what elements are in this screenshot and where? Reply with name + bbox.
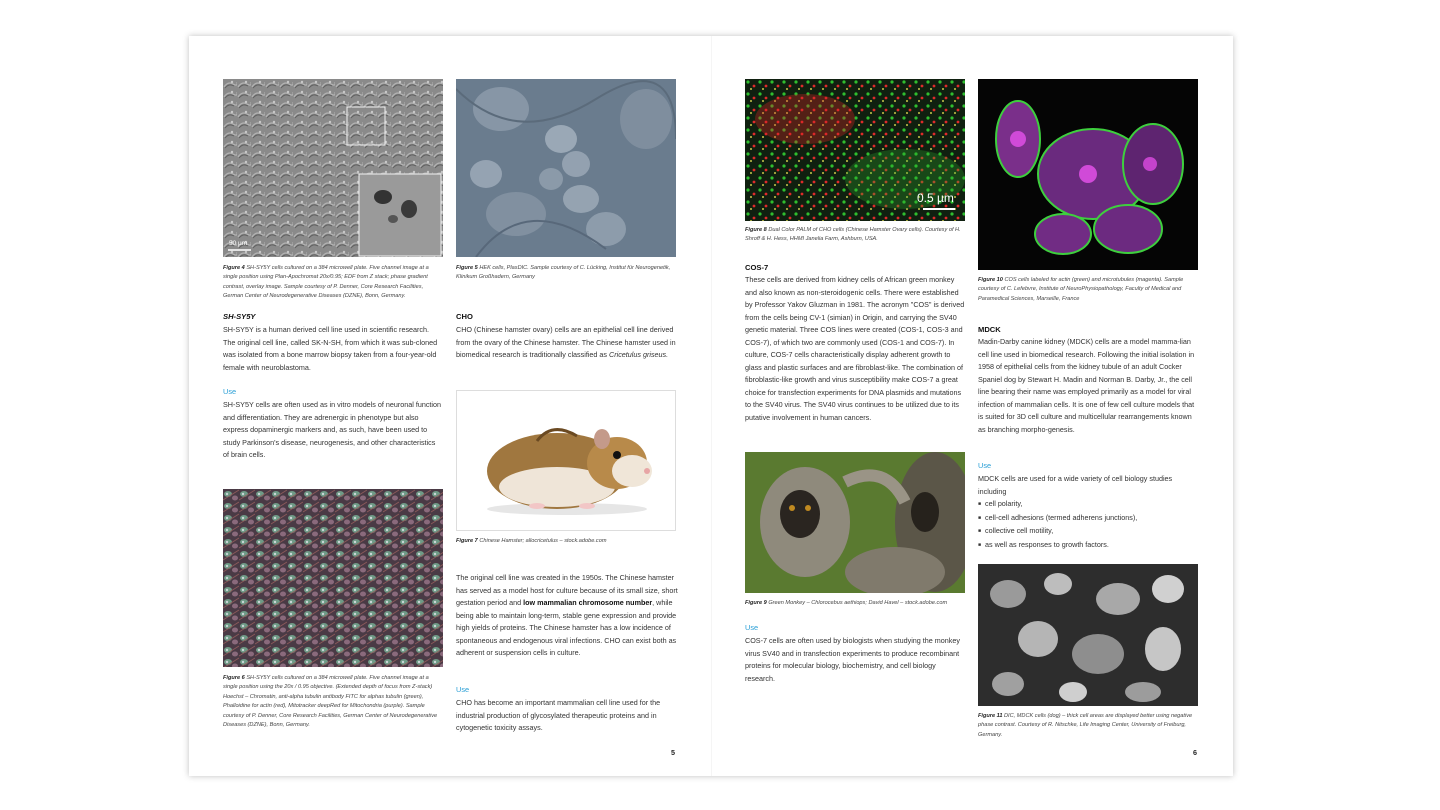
figure-5-caption — [456, 264, 674, 283]
figure-10-caption — [978, 276, 1200, 304]
cho-body-text: CHO (Chinese hamster ovary) cells are an epithelial cell line derived from the ovary of the Chinese hamster. The Chinese hamster used in biomedical research is traditionally classified as — [456, 325, 676, 359]
page-number-left: 5 — [671, 748, 675, 757]
cos-cells-actin-microtubules-image — [978, 79, 1198, 270]
page-fold — [711, 36, 712, 776]
figure-7-label: Figure 7 — [456, 538, 478, 544]
list-item: ■ cell polarity, — [978, 498, 1200, 512]
figure-9-label: Figure 9 — [745, 600, 767, 606]
cho-heading: CHO — [456, 312, 473, 321]
mdck-use-intro: MDCK cells are used for a wide variety of cell biology studies including — [978, 474, 1173, 496]
figure-6-image — [223, 489, 443, 667]
figure-11-label: Figure 11 — [978, 713, 1003, 719]
figure-9-text: Green Monkey – Chlorocebus aethiops; David Havel – stock.adobe.com — [768, 600, 948, 606]
figure-9-caption — [745, 599, 965, 608]
cho-body-2 — [456, 572, 678, 660]
cos7-use-label: Use — [745, 623, 759, 632]
figure-10-label: Figure 10 — [978, 277, 1003, 283]
cho-body — [456, 324, 676, 362]
cho-species: Cricetulus griseus. — [609, 350, 669, 359]
cos7-body: These cells are derived from kidney cells of African green monkey and also known as non-steroidogenic cells. There were established by Professor Yakov Gluzman in 1981. The acronym "COS" is derived from the cells being CV-1 (simian) in Origin, and carrying the SV40 genetic material. Three COS lines were created (COS-1, COS-3 and COS-7), of which two are commonly used (COS-1 and COS-7). In culture, COS-7 cells characteristically display adherent growth to glass and plastic surfaces and are fibroblast-like. The combination of fibroblastic-like growth and virus susceptibility make COS-7 a great choice for transfection experiments for DNA plasmids and mutations to the SV40 virus. The SV40 virus continues to be utilized due to its putative involvement in human cancers. — [745, 275, 965, 422]
figure-4-image — [223, 79, 443, 257]
figure-10-image — [978, 79, 1198, 270]
sh-sy5y-phase-gradient-micrograph — [223, 79, 443, 257]
cos7-heading: COS-7 — [745, 263, 769, 272]
list-item: ■ as well as responses to growth factors. — [978, 539, 1200, 553]
figure-8-caption — [745, 226, 965, 245]
shsy5y-use-label: Use — [223, 387, 237, 396]
figure-11-image — [978, 564, 1198, 706]
figure-7-caption — [456, 537, 674, 546]
cos7-use-body: COS-7 cells are often used by biologists when studying the monkey virus SV40 and in transfection experiments to produce recombinant proteins for molecular biology, biochemistry, and cell biology research. — [745, 636, 960, 683]
sh-sy5y-fluorescence-micrograph — [223, 489, 443, 667]
mdck-body: Madin-Darby canine kidney (MDCK) cells are a model mamma-lian cell line used in biomedical research. Following the initial isolation in 1958 of epithelial cells from the kidney tubule of an adult Cocker Spaniel dog by Stewart H. Madin and Norman B. Darby, Jr., the cell line bearing their name was employed primarily as a model for viral infection of mammalian cells. It is one of few cell culture models that is suited for 3D cell culture and multicellular rearrangements known as branching morpho-genesis. — [978, 337, 1195, 434]
green-monkey-photo — [745, 452, 965, 593]
figure-8-scalebar-label: 0.5 µm — [917, 191, 954, 205]
figure-9-image — [745, 452, 965, 593]
figure-5-image — [456, 79, 676, 257]
cho-body-2-post: , while being able to maintain long-term, stable gene expression and provide high yields of proteins. The Chinese hamster has a low incidence of spontaneous and endogenous viral infections. CHO can exist both as adherent or suspension cells in culture. — [456, 598, 677, 657]
figure-4-text: SH-SY5Y cells cultured on a 384 microwell plate. Five channel image at a single position using Plan-Apochromat 20x/0.95; EDF from Z stack; phase gradient contrast, overlay image. Sample courtesy of P. Denner, Core Research Facilities, German Center of Neurodegenerative Diseases (DZNE), Bonn, Germany. — [223, 265, 429, 300]
figure-7-text: Chinese Hamster; allocricetulus – stock.adobe.com — [479, 538, 607, 544]
hek-cells-plasdic-micrograph — [456, 79, 676, 257]
mdck-heading: MDCK — [978, 325, 1001, 334]
figure-5-label: Figure 5 — [456, 265, 478, 271]
mdck-use-label: Use — [978, 461, 992, 470]
figure-8-image — [745, 79, 965, 221]
brochure-spread — [189, 36, 1233, 776]
figure-8-text: Dual Color PALM of CHO cells (Chinese Hamster Ovary cells). Courtesy of H. Shroff & H. Hess, HHMI Janelia Farm, Ashburn, USA. — [745, 227, 961, 243]
figure-10-text: COS cells labeled for actin (green) and microtubules (magenta). Sample courtesy of C. Lefebvre, Institute of NeuroPhysiopathology, Faculty of Medical and Paramedical Sciences, Marseille, France — [978, 277, 1184, 302]
shsy5y-body: SH-SY5Y is a human derived cell line used in scientific research. The original cell line, called SK-N-SH, from which it was sub-cloned was isolated from a bone marrow biopsy taken from a four-year-old female with neuroblastoma. — [223, 325, 438, 372]
cho-body-2-pre: The original cell line was created in the 1950s. The Chinese hamster has served as a model host for culture because of its small size, short gestation period and — [456, 573, 678, 607]
mdck-dic-micrograph — [978, 564, 1198, 706]
figure-6-caption — [223, 674, 443, 730]
figure-8-label: Figure 8 — [745, 227, 767, 233]
figure-7-image — [456, 390, 676, 531]
figure-6-text: SH-SY5Y cells cultured on a 384 microwell plate. Five channel image at a single position using the 20x / 0.95 objective. (Extended depth of focus from Z-stack) Hoechst – Chromatin, anti-alpha tubulin antibody FITC for alphas tubulin (green), Phalloidine for actin (red), Mitotracker deepRed for Mitochondria (purple). Sample courtesy of P. Denner, Core Research Facilities, German Center of Neurodegenerative Diseases (DZNE), Bonn, Germany. — [223, 675, 438, 729]
cho-chromosome-emphasis: low mammalian chromosome number — [523, 598, 653, 607]
shsy5y-heading: SH-SY5Y — [223, 312, 256, 321]
mdck-use-list — [978, 498, 1200, 552]
page-number-right: 6 — [1193, 748, 1197, 757]
shsy5y-use-body: SH-SY5Y cells are often used as in vitro models of neuronal function and differentiation. They are adrenergic in phenotype but also express dopaminergic markers and, as such, have been used to study Parkinson's disease, neurogenesis, and other characteristics of brain cells. — [223, 400, 442, 459]
figure-11-caption — [978, 712, 1200, 740]
cho-use-label: Use — [456, 685, 470, 694]
figure-4-scalebar-label: 50 µm — [229, 240, 248, 247]
chinese-hamster-photo — [457, 391, 676, 531]
list-item: ■ collective cell motility, — [978, 525, 1200, 539]
figure-5-text: HEK cells, PlasDIC. Sample courtesy of C. Lücking, Institut für Neurogenetik, Klinikum Großhadern, Germany — [456, 265, 671, 281]
figure-6-label: Figure 6 — [223, 675, 245, 681]
figure-11-text: DIC, MDCK cells (dog) – thick cell areas are displayed better using negative phase contrast. Courtesy of R. Nitschke, Life Imaging Center, University of Freiburg, Germany. — [978, 713, 1193, 738]
list-item: ■ cell-cell adhesions (termed adherens junctions), — [978, 512, 1200, 526]
figure-4-label: Figure 4 — [223, 265, 245, 271]
cho-use-body: CHO has become an important mammalian cell line used for the industrial production of glycosylated therapeutic proteins and in cytogenetic toxicity assays. — [456, 698, 661, 732]
figure-4-caption — [223, 264, 441, 302]
